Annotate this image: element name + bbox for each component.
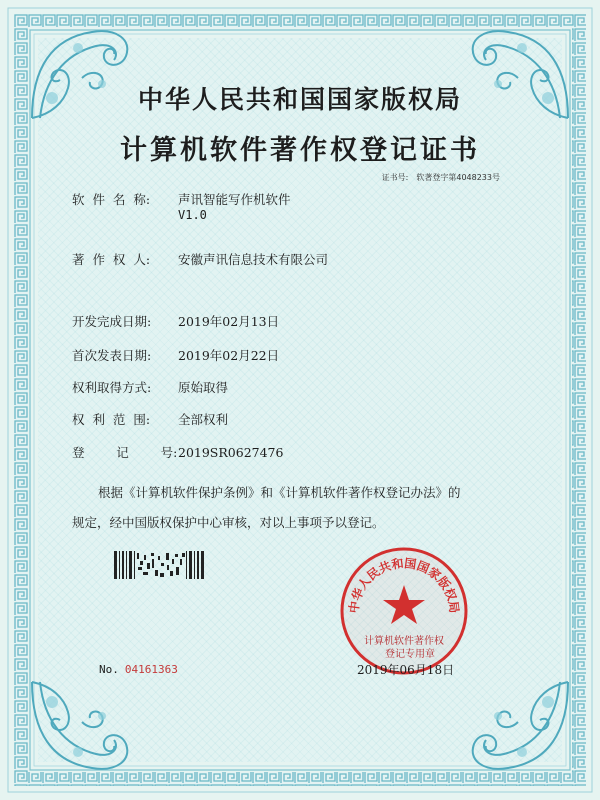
serial-label: No. [99, 663, 119, 676]
serial-number [99, 663, 178, 676]
serial-value: 04161363 [124, 663, 178, 676]
field-label: 登 记 号: [72, 445, 178, 460]
field-value: 声讯智能写作机软件 [178, 192, 291, 207]
issuing-authority: 中华人民共和国国家版权局 [137, 85, 462, 114]
field-value: 2019年02月13日 [178, 314, 280, 329]
barcode-icon [114, 551, 204, 579]
field-label: 软 件 名 称: [72, 192, 151, 207]
statement-line: 根据《计算机软件保护条例》和《计算机软件著作权登记办法》的 [98, 485, 461, 500]
field-value: 2019SR0627476 [178, 445, 284, 460]
field-label: 著 作 权 人: [72, 252, 151, 267]
certificate-number [382, 172, 500, 183]
software-version: V1.0 [178, 208, 207, 222]
field-copyright-owner [72, 250, 328, 268]
certificate-title: 计算机软件著作权登记证书 [120, 135, 480, 166]
seal-line-2: 登记专用章 [385, 649, 435, 660]
certificate-number-value: 软著登字第4048233号 [416, 173, 500, 182]
field-rights-scope [72, 410, 228, 428]
statement-line: 规定，经中国版权保护中心审核，对以上事项予以登记。 [72, 515, 385, 530]
issue-date: 2019年06月18日 [357, 663, 455, 677]
seal-ring-text: 中华人民共和国国家版权局 [346, 556, 462, 614]
certificate-number-label: 证书号: [381, 173, 409, 182]
registration-statement [72, 478, 522, 538]
field-acquisition-method [72, 378, 228, 396]
field-label: 权 利 范 围: [72, 412, 151, 427]
corner-ornament-icon [22, 672, 142, 782]
field-value: 原始取得 [178, 380, 229, 395]
field-label: 首次发表日期: [72, 348, 152, 363]
field-registration-number [72, 443, 283, 461]
corner-ornament-icon [458, 672, 578, 782]
field-value: 安徽声讯信息技术有限公司 [178, 252, 329, 267]
field-label: 开发完成日期: [72, 314, 152, 329]
field-label: 权利取得方式: [72, 380, 152, 395]
field-value: 全部权利 [178, 412, 229, 427]
field-publication-date [72, 346, 279, 364]
field-value: 2019年02月22日 [178, 348, 280, 363]
field-software-name [72, 190, 291, 208]
seal-line-1: 计算机软件著作权 [364, 636, 444, 647]
field-development-date [72, 312, 279, 330]
